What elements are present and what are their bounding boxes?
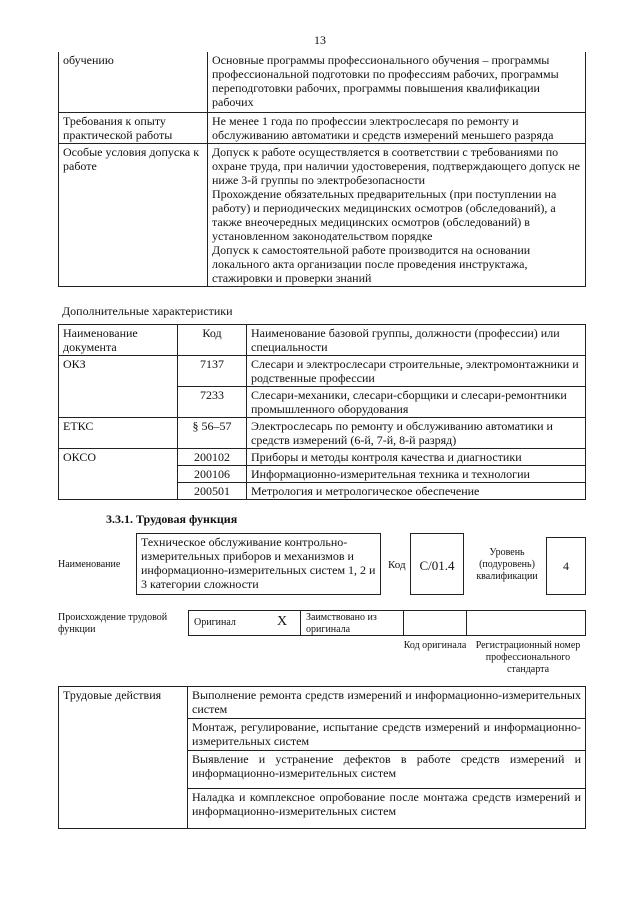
code-box: С/01.4: [410, 533, 464, 595]
header-code: Код: [178, 325, 247, 356]
level-label: Уровень (подуровень) квалификации: [476, 547, 538, 582]
name-cell: Метрология и метрологическое обеспечение: [247, 483, 586, 500]
page-number: 13: [314, 33, 326, 47]
table-row: [59, 387, 586, 418]
original-cell: [188, 610, 301, 636]
header-name: Наименование базовой группы, должности (профессии) или специальности: [247, 325, 586, 356]
row-value: Не менее 1 года по профессии электрослесаря по ремонту и обслуживанию автоматики и средств измерений меньшего разряда: [208, 112, 586, 143]
doc-cell: [59, 387, 178, 418]
code-label: Код: [388, 559, 406, 571]
original-label: Оригинал: [194, 617, 236, 628]
row-value: [208, 143, 586, 286]
doc-cell: ОКСО: [59, 449, 178, 466]
code-cell: 200102: [178, 449, 247, 466]
condition-line: Допуск к самостоятельной работе производится на основании локального акта организации после проведения инструктажа, стажировки и проверки знаний: [212, 242, 531, 285]
labor-action-item: Выполнение ремонта средств измерений и информационно-измерительных систем: [188, 687, 586, 719]
name-cell: Электрослесарь по ремонту и обслуживанию автоматики и средств измерений (6-й, 7-й, 8-й разряд): [247, 418, 586, 449]
row-value: Основные программы профессионального обучения – программы профессиональной подготовки по профессиям рабочих, программы переподготовки рабочих, программы повышения квалификации рабочих: [208, 52, 586, 112]
labor-action-item: Наладка и комплексное опробование после монтажа средств измерений и информационно-измерительных систем: [188, 789, 586, 829]
table-row: [59, 687, 586, 719]
original-mark: X: [277, 614, 288, 629]
labor-action-item: Выявление и устранение дефектов в работе средств измерений и информационно-измерительных систем: [188, 751, 586, 789]
code-cell: 200106: [178, 466, 247, 483]
borrowed-cell: [300, 610, 404, 636]
name-cell: Приборы и методы контроля качества и диагностики: [247, 449, 586, 466]
table-header-row: [59, 325, 586, 356]
row-label: Требования к опыту практической работы: [59, 112, 208, 143]
table-row: [59, 466, 586, 483]
doc-cell: ОКЗ: [59, 356, 178, 387]
qualification-requirements-table: [58, 52, 586, 287]
name-label: Наименование: [58, 559, 121, 570]
table-row: [59, 418, 586, 449]
code-cell: 7137: [178, 356, 247, 387]
labor-action-item: Монтаж, регулирование, испытание средств измерений и информационно-измерительных систем: [188, 719, 586, 751]
table-row: [59, 449, 586, 466]
code-cell: 200501: [178, 483, 247, 500]
doc-cell: ЕТКС: [59, 418, 178, 449]
row-label: Особые условия допуска к работе: [59, 143, 208, 286]
code-cell: § 56–57: [178, 418, 247, 449]
table-row: [59, 112, 586, 143]
code-cell: 7233: [178, 387, 247, 418]
name-cell: Информационно-измерительная техника и технологии: [247, 466, 586, 483]
row-label: обучению: [59, 52, 208, 112]
doc-cell: [59, 466, 178, 483]
table-row: [59, 483, 586, 500]
name-cell: Слесари-механики, слесари-сборщики и слесари-ремонтники промышленного оборудования: [247, 387, 586, 418]
reg-number-label: Регистрационный номер профессионального стандарта: [475, 640, 581, 675]
borrowed-label: Заимствовано из оригинала: [306, 612, 377, 635]
code-original-value: [403, 610, 467, 636]
additional-characteristics-table: [58, 324, 586, 500]
table-row: [59, 52, 586, 112]
doc-cell: [59, 483, 178, 500]
table-row: [59, 143, 586, 286]
origin-label: Происхождение трудовой функции: [58, 612, 168, 635]
condition-line: Допуск к работе осуществляется в соответствии с требованиями по охране труда, при наличии удостоверения, подтверждающего допуск не ниже 3-й группы по электробезопасности: [212, 144, 580, 187]
condition-line: Прохождение обязательных предварительных (при поступлении на работу) и периодических медицинских осмотров (обследований), а также внеочередных медицинских осмотров (обследований) в установленном законодательством порядке: [212, 186, 557, 243]
labor-actions-table: [58, 686, 586, 829]
table-row: [59, 356, 586, 387]
name-cell: Слесари и электрослесари строительные, электромонтажники и родственные профессии: [247, 356, 586, 387]
labor-actions-label: Трудовые действия: [59, 687, 188, 829]
function-name-box: Техническое обслуживание контрольно-измерительных приборов и механизмов и информационно-измерительных систем 1, 2 и 3 категории сложности: [136, 533, 381, 595]
code-original-label: Код оригинала: [403, 640, 467, 651]
header-doc: Наименование документа: [59, 325, 178, 356]
section-title: 3.3.1. Трудовая функция: [106, 512, 238, 526]
level-box: 4: [546, 537, 586, 595]
reg-number-value: [466, 610, 586, 636]
additional-title: Дополнительные характеристики: [62, 304, 233, 318]
